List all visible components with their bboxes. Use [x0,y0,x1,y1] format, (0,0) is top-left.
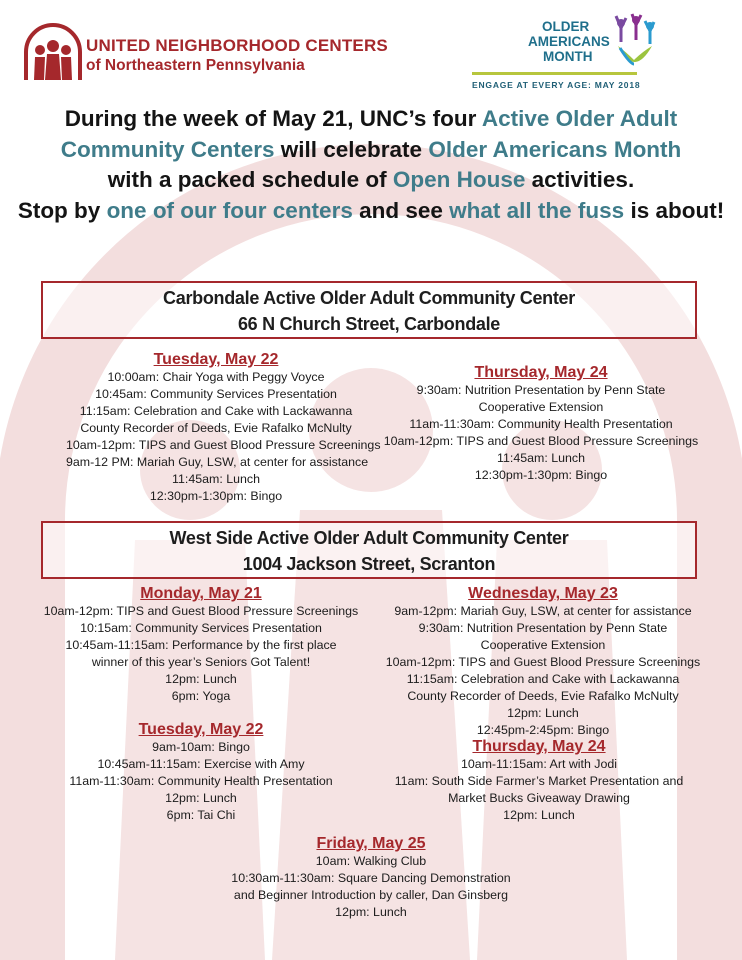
intro-announcement [14,104,728,226]
schedule-item: 6pm: Tai Chi [166,808,236,822]
older-americans-month-logo [472,10,672,100]
organization-name [86,36,388,75]
schedule-item: 11am: South Side Farmer’s Market Presentation and [394,774,684,788]
oam-logo-tagline: ENGAGE AT EVERY AGE: MAY 2018 [472,80,641,90]
schedule-item: winner of this year’s Seniors Got Talent! [91,655,311,669]
schedule-item: 12:30pm-1:30pm: Bingo [149,489,283,503]
intro-highlight-2: Older Americans Month [428,136,682,162]
intro-highlight-5: one of our four centers [106,197,353,223]
westside-wednesday-schedule [378,584,708,739]
schedule-item: 11:15am: Celebration and Cake with Lackawanna [406,672,680,686]
schedule-item: 11:45am: Lunch [497,451,585,465]
schedule-item: Cooperative Extension [480,638,606,652]
schedule-item: 9am-10am: Bingo [152,740,250,754]
schedule-item: 10am-12pm: TIPS and Guest Blood Pressure Screenings [66,438,381,452]
day-heading: Friday, May 25 [316,835,426,852]
schedule-item: County Recorder of Deeds, Evie Rafalko McNulty [407,689,679,703]
westside-monday-schedule [40,584,362,705]
schedule-item: County Recorder of Deeds, Evie Rafalko McNulty [80,421,352,435]
schedule-item: 12:30pm-1:30pm: Bingo [474,468,608,482]
carbondale-center-address: 66 N Church Street, Carbondale [237,314,501,334]
day-heading: Thursday, May 24 [472,738,606,755]
day-heading: Tuesday, May 22 [153,351,279,368]
schedule-item: 12pm: Lunch [335,905,407,919]
westside-center-name: West Side Active Older Adult Community Center [169,528,569,548]
day-heading: Thursday, May 24 [474,364,608,381]
schedule-item: 10:00am: Chair Yoga with Peggy Voyce [107,370,325,384]
schedule-item: 10:45am-11:15am: Performance by the first place [65,638,337,652]
schedule-item: 10am-12pm: TIPS and Guest Blood Pressure Screenings [43,604,359,618]
intro-text-7: is about! [624,197,725,223]
schedule-item: 10am-12pm: TIPS and Guest Blood Pressure Screenings [385,655,701,669]
carbondale-tuesday-schedule [66,350,381,505]
schedule-item: 6pm: Yoga [171,689,231,703]
schedule-item: 10:30am-11:30am: Square Dancing Demonstration [231,871,511,885]
oam-logo-line3: MONTH [543,49,593,64]
schedule-item: Market Bucks Giveaway Drawing [448,791,630,805]
day-heading: Monday, May 21 [140,585,262,602]
westside-friday-schedule [196,834,546,921]
schedule-item: 9:30am: Nutrition Presentation by Penn State [418,621,668,635]
schedule-item: 12pm: Lunch [507,706,579,720]
carbondale-center-name: Carbondale Active Older Adult Community Center [163,288,575,308]
carbondale-center-box [41,281,697,339]
schedule-item: 10:15am: Community Services Presentation [80,621,322,635]
schedule-item: 9am-12 PM: Mariah Guy, LSW, at center for assistance [66,455,369,469]
schedule-item: 11am-11:30am: Community Health Presentation [69,774,333,788]
schedule-item: 10am: Walking Club [315,854,427,868]
schedule-item: 10:45am: Community Services Presentation [95,387,337,401]
organization-name-line1: UNITED NEIGHBORHOOD CENTERS [86,36,388,55]
oam-logo-line1: OLDER [542,19,590,34]
schedule-item: 10am-11:15am: Art with Jodi [460,757,618,771]
heart-figures-icon [612,12,657,74]
schedule-item: 12pm: Lunch [503,808,575,822]
westside-tuesday-schedule [48,720,354,824]
unc-logo-icon [22,22,84,84]
intro-highlight-3: Open House [392,167,526,192]
schedule-item: 12pm: Lunch [165,791,237,805]
schedule-item: 11:45am: Lunch [172,472,260,486]
intro-highlight-1: Active Older Adult Community Centers [60,106,678,162]
schedule-item: 10am-12pm: TIPS and Guest Blood Pressure Screenings [383,434,699,448]
intro-text-5: Stop by [17,197,107,223]
intro-text-3: with a packed schedule of [107,167,393,192]
schedule-item: 11am-11:30am: Community Health Presentation [409,417,673,431]
westside-thursday-schedule [372,737,706,824]
oam-logo-line2: AMERICANS [528,34,610,49]
intro-text-2: will celebrate [274,136,429,162]
schedule-item: 12:45pm-2:45pm: Bingo [476,723,610,737]
carbondale-thursday-schedule [380,363,702,484]
schedule-item: 11:15am: Celebration and Cake with Lackawanna [79,404,353,418]
westside-center-box [41,521,697,579]
schedule-item: and Beginner Introduction by caller, Dan Ginsberg [233,888,509,902]
schedule-item: 10:45am-11:15am: Exercise with Amy [97,757,305,771]
intro-text-4: activities. [525,167,635,192]
schedule-item: 12pm: Lunch [165,672,237,686]
schedule-item: Cooperative Extension [478,400,604,414]
day-heading: Wednesday, May 23 [468,585,618,602]
westside-center-address: 1004 Jackson Street, Scranton [242,554,496,574]
intro-text-6: and see [352,197,450,223]
organization-name-line2: of Northeastern Pennsylvania [86,57,305,74]
intro-highlight-6: what all the fuss [449,197,625,223]
day-heading: Tuesday, May 22 [138,721,264,738]
schedule-item: 9:30am: Nutrition Presentation by Penn State [416,383,666,397]
intro-text-1: During the week of May 21, UNC’s four [64,106,482,131]
schedule-item: 9am-12pm: Mariah Guy, LSW, at center for assistance [394,604,692,618]
